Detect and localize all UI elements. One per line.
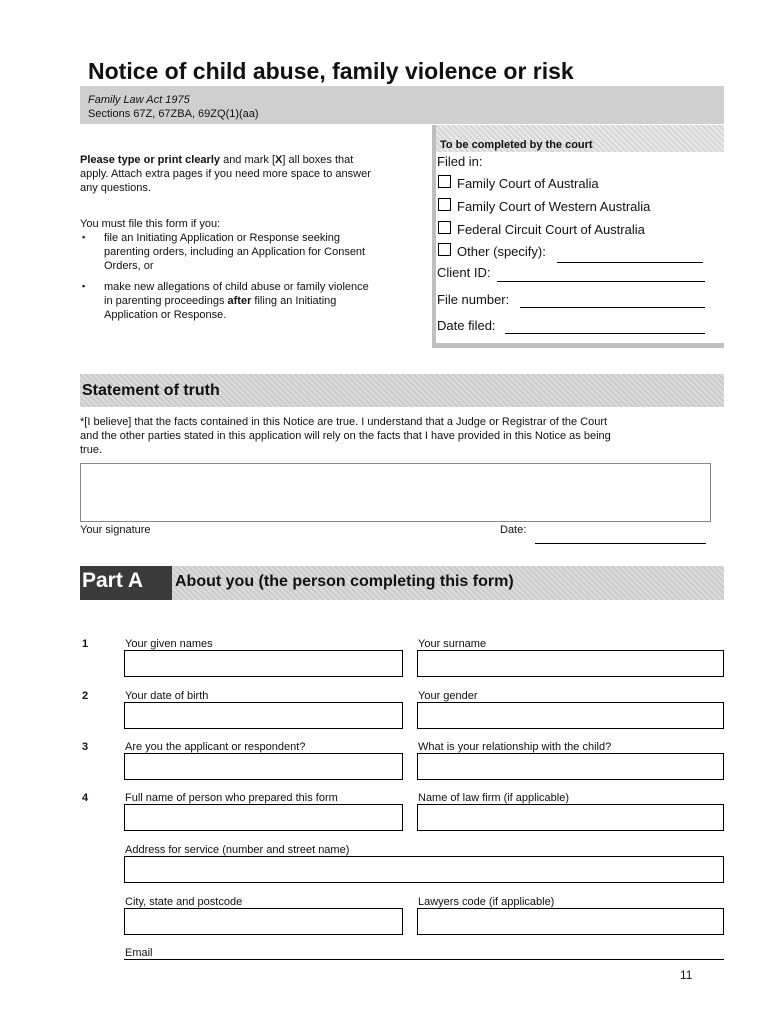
part-a-label: Part A bbox=[82, 569, 144, 592]
date-of-birth-label: Your date of birth bbox=[125, 690, 209, 702]
instr-text-b: ] all boxes that bbox=[282, 154, 354, 166]
address-label: Address for service (number and street name) bbox=[125, 844, 350, 856]
b1-line-1: file an Initiating Application or Response seeking bbox=[104, 232, 341, 244]
preparer-name-label: Full name of person who prepared this form bbox=[125, 792, 338, 804]
option-federal-circuit: Federal Circuit Court of Australia bbox=[457, 222, 645, 237]
surname-field[interactable] bbox=[417, 650, 724, 677]
option-other: Other (specify): bbox=[457, 244, 546, 259]
preparer-name-field[interactable] bbox=[124, 804, 403, 831]
checkbox-family-court[interactable] bbox=[438, 175, 451, 188]
bullet-1: ▪ bbox=[82, 232, 86, 242]
b2-line-1: make new allegations of child abuse or family violence bbox=[104, 281, 369, 293]
question-number-3: 3 bbox=[82, 741, 89, 753]
instr-text-a: and mark [ bbox=[220, 154, 276, 166]
file-number-line[interactable] bbox=[520, 307, 705, 308]
date-label: Date: bbox=[500, 524, 527, 536]
applicant-respondent-field[interactable] bbox=[124, 753, 403, 780]
court-heading: To be completed by the court bbox=[440, 139, 593, 151]
lawyers-code-field[interactable] bbox=[417, 908, 724, 935]
b2-line-2c: filing an Initiating bbox=[251, 295, 337, 307]
part-a-heading: About you (the person completing this form) bbox=[175, 573, 514, 590]
statement-text bbox=[80, 415, 611, 457]
checkbox-federal-circuit[interactable] bbox=[438, 221, 451, 234]
surname-label: Your surname bbox=[418, 638, 487, 650]
given-names-label: Your given names bbox=[125, 638, 213, 650]
lawyers-code-label: Lawyers code (if applicable) bbox=[418, 896, 555, 908]
gender-label: Your gender bbox=[418, 690, 478, 702]
b1-line-2: parenting orders, including an Application for Consent bbox=[104, 246, 366, 258]
b2-line-2a: in parenting proceedings bbox=[104, 295, 228, 307]
client-id-label: Client ID: bbox=[437, 265, 491, 280]
page-number: 11 bbox=[680, 968, 693, 982]
relationship-field[interactable] bbox=[417, 753, 724, 780]
b2-line-3: Application or Response. bbox=[104, 309, 227, 321]
question-number-4: 4 bbox=[82, 792, 89, 804]
signature-label: Your signature bbox=[80, 524, 151, 536]
part-a-heading-bar bbox=[172, 566, 724, 600]
checkbox-other[interactable] bbox=[438, 243, 451, 256]
option-family-court: Family Court of Australia bbox=[457, 176, 599, 191]
question-number-1: 1 bbox=[82, 638, 89, 650]
date-filed-line[interactable] bbox=[505, 333, 705, 334]
city-field[interactable] bbox=[124, 908, 403, 935]
act-bar bbox=[80, 86, 724, 124]
question-number-2: 2 bbox=[82, 690, 89, 702]
bullet-2: ▪ bbox=[82, 281, 86, 291]
b1-line-3: Orders, or bbox=[104, 260, 154, 272]
instr-x: X bbox=[275, 154, 283, 166]
checkbox-family-court-wa[interactable] bbox=[438, 198, 451, 211]
instructions-bold: Please type or print clearly bbox=[80, 154, 221, 166]
court-panel-header bbox=[436, 125, 724, 152]
city-label: City, state and postcode bbox=[125, 896, 243, 908]
page-title: Notice of child abuse, family violence or risk bbox=[88, 58, 574, 84]
instructions-paragraph-1 bbox=[80, 153, 430, 195]
part-a-label-box bbox=[80, 566, 172, 600]
file-number-label: File number: bbox=[437, 292, 510, 307]
date-line[interactable] bbox=[535, 543, 706, 544]
date-filed-label: Date filed: bbox=[437, 318, 496, 333]
b2-after: after bbox=[227, 295, 252, 307]
statement-line-2: and the other parties stated in this application will rely on the facts that I have provided in this Notice as being bbox=[80, 430, 611, 442]
act-name: Family Law Act 1975 bbox=[88, 94, 190, 106]
client-id-line[interactable] bbox=[497, 281, 705, 282]
statement-of-truth-bar bbox=[80, 374, 724, 407]
given-names-field[interactable] bbox=[124, 650, 403, 677]
option-family-court-wa: Family Court of Western Australia bbox=[457, 199, 651, 214]
email-field[interactable] bbox=[124, 959, 724, 960]
statement-line-1: *[I believe] that the facts contained in this Notice are true. I understand that a Judge or Registrar of the Court bbox=[80, 416, 608, 428]
bullet-1-text bbox=[104, 231, 365, 273]
statement-line-3: true. bbox=[80, 444, 103, 456]
applicant-respondent-label: Are you the applicant or respondent? bbox=[125, 741, 306, 753]
law-firm-field[interactable] bbox=[417, 804, 724, 831]
filed-in-label: Filed in: bbox=[437, 154, 483, 169]
instructions-must-file: You must file this form if you: bbox=[80, 218, 221, 230]
bullet-2-text bbox=[104, 280, 369, 322]
date-of-birth-field[interactable] bbox=[124, 702, 403, 729]
other-specify-line[interactable] bbox=[557, 262, 703, 263]
act-sections: Sections 67Z, 67ZBA, 69ZQ(1)(aa) bbox=[88, 108, 259, 120]
email-label: Email bbox=[125, 947, 153, 959]
statement-heading: Statement of truth bbox=[82, 382, 220, 399]
gender-field[interactable] bbox=[417, 702, 724, 729]
relationship-label: What is your relationship with the child? bbox=[418, 741, 612, 753]
signature-box[interactable] bbox=[80, 463, 711, 522]
instr-line-3: any questions. bbox=[80, 182, 151, 194]
instr-line-2: apply. Attach extra pages if you need more space to answer bbox=[80, 168, 371, 180]
law-firm-label: Name of law firm (if applicable) bbox=[418, 792, 569, 804]
address-field[interactable] bbox=[124, 856, 724, 883]
